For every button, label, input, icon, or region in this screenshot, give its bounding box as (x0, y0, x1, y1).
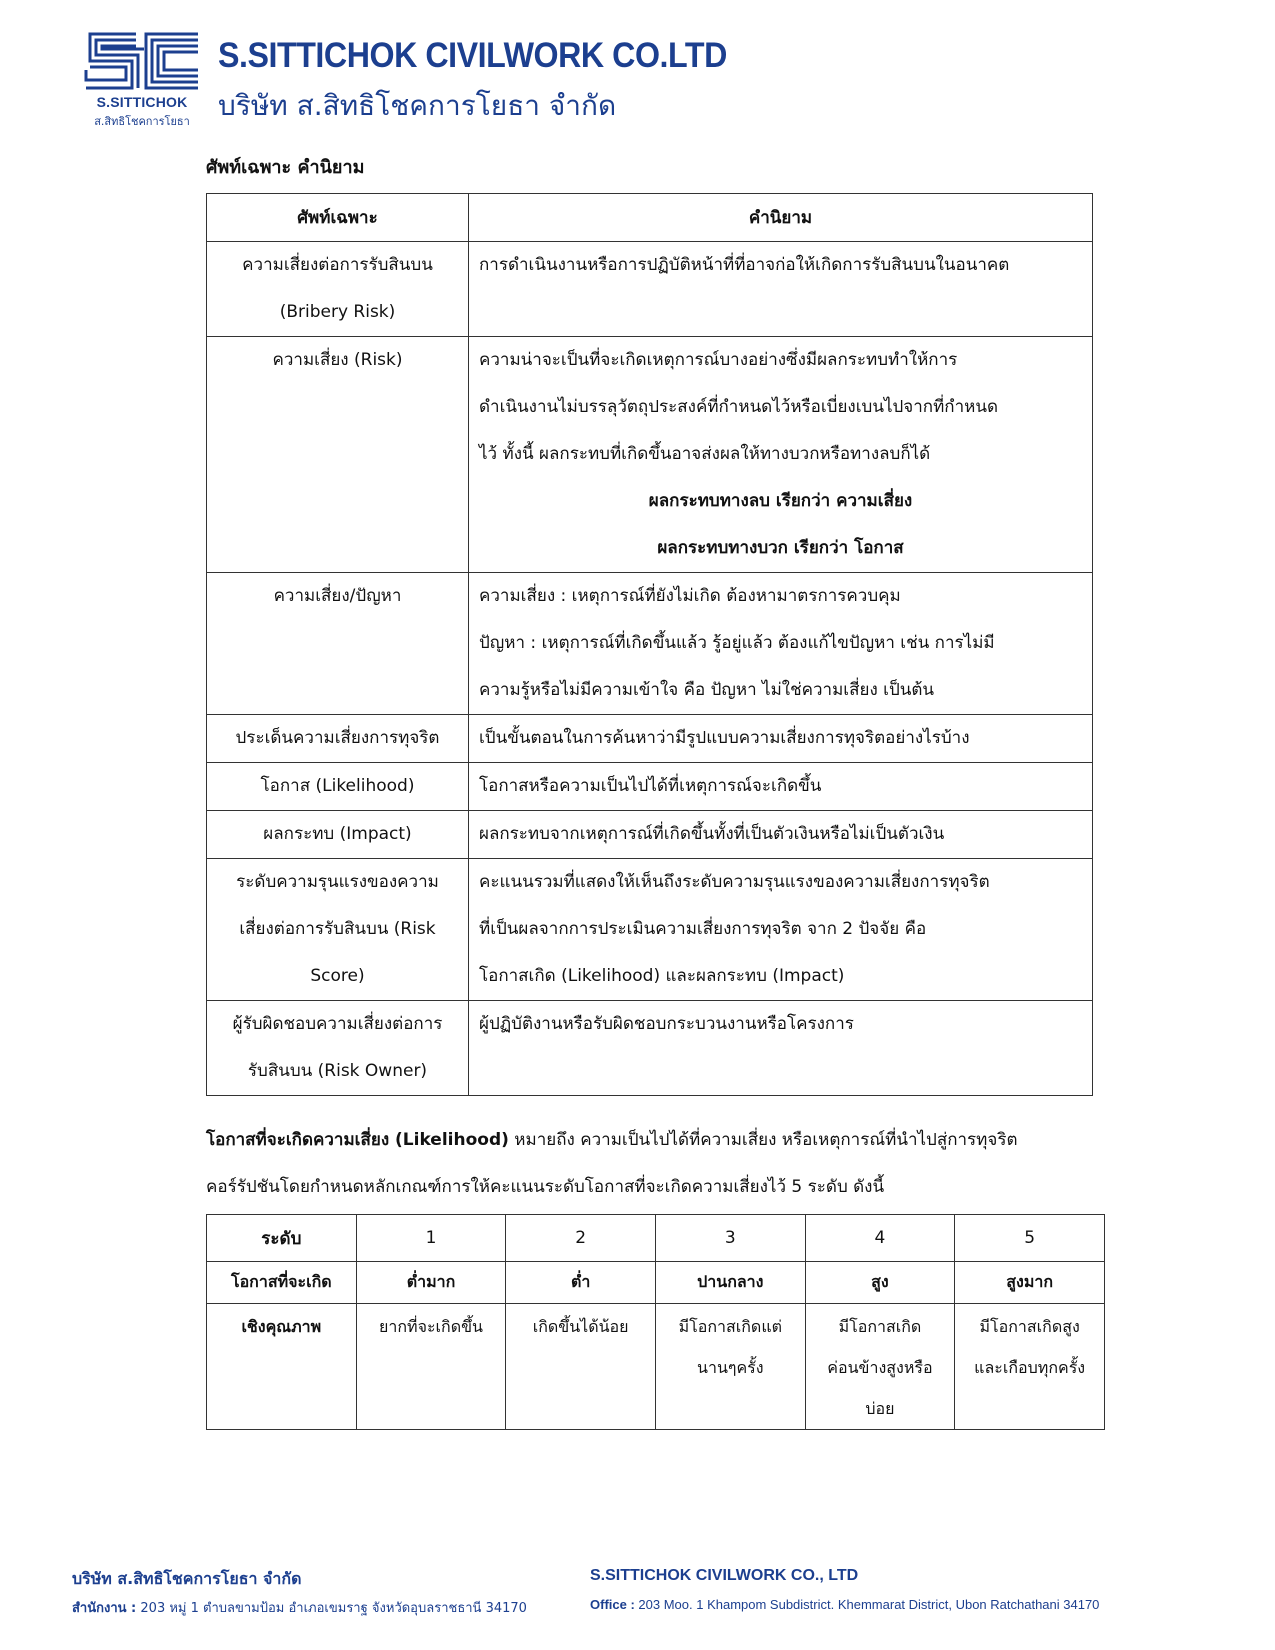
quality-cell (506, 1304, 656, 1430)
definition-line: ความเสี่ยง : เหตุการณ์ที่ยังไม่เกิด ต้องหามาตรการควบคุม (479, 586, 901, 606)
term-line: Score) (310, 966, 365, 986)
positive-impact-note: ผลกระทบทางบวก เรียกว่า โอกาส (657, 538, 904, 558)
level-cell: 3 (655, 1215, 805, 1262)
page-footer (72, 1567, 1222, 1627)
chance-cell: ปานกลาง (655, 1262, 805, 1304)
term-line: (Bribery Risk) (279, 302, 396, 322)
quality-line: มีโอกาสเกิดแต่ (678, 1317, 783, 1336)
quality-cell (955, 1304, 1105, 1430)
term-cell (207, 573, 469, 715)
term-line: ระดับความรุนแรงของความ (236, 872, 439, 892)
chance-cell: ต่ำมาก (356, 1262, 506, 1304)
definition-cell (469, 337, 1093, 573)
sc-logo-icon (84, 30, 200, 92)
likelihood-description: หมายถึง ความเป็นไปได้ที่ความเสี่ยง หรือเหตุการณ์ที่นำไปสู่การทุจริตคอร์รัปชันโดยกำหนดหลักเกณฑ์การให้คะแนนระดับโอกาสที่จะเกิดความเสี่ยงไว้ 5 ระดับ ดังนี้ (206, 1130, 1018, 1197)
quality-line: เกิดขึ้นได้น้อย (532, 1317, 629, 1336)
table-row (207, 1001, 1093, 1096)
term-line: ความเสี่ยง/ปัญหา (273, 586, 402, 606)
footer-address-en-text: 203 Moo. 1 Khampom Subdistrict. Khemmarat District, Ubon Ratchathani 34170 (634, 1597, 1100, 1612)
definition-line: โอกาสเกิด (Likelihood) และผลกระทบ (Impact) (479, 966, 845, 986)
definition-cell (469, 859, 1093, 1001)
company-logo (84, 30, 200, 130)
term-cell (207, 337, 469, 573)
company-name-th: บริษัท ส.สิทธิโชคการโยธา จำกัด (218, 89, 617, 122)
definition-line: โอกาสหรือความเป็นไปได้ที่เหตุการณ์จะเกิดขึ้น (479, 776, 822, 796)
row-label-quality: เชิงคุณภาพ (207, 1304, 357, 1430)
definitions-table (206, 193, 1093, 1096)
chance-cell: สูง (805, 1262, 955, 1304)
table-row (207, 763, 1093, 811)
quality-line: มีโอกาสเกิด (838, 1317, 922, 1336)
row-label-level: ระดับ (207, 1215, 357, 1262)
header-term: ศัพท์เฉพาะ (207, 194, 469, 242)
letterhead (84, 30, 727, 130)
footer-company-en: S.SITTICHOK CIVILWORK CO., LTD (590, 1567, 859, 1584)
header-definition: คำนิยาม (469, 194, 1093, 242)
term-line: รับสินบน (Risk Owner) (247, 1061, 428, 1081)
definition-line: เป็นขั้นตอนในการค้นหาว่ามีรูปแบบความเสี่ยงการทุจริตอย่างไรบ้าง (479, 728, 970, 748)
table-row (207, 242, 1093, 337)
definitions-header-row (207, 194, 1093, 242)
section-title: ศัพท์เฉพาะ คำนิยาม (206, 157, 365, 178)
definition-cell (469, 763, 1093, 811)
level-cell: 5 (955, 1215, 1105, 1262)
term-line: เสี่ยงต่อการรับสินบน (Risk (239, 919, 436, 939)
definition-cell (469, 811, 1093, 859)
definition-line: ความรู้หรือไม่มีความเข้าใจ คือ ปัญหา ไม่ใช่ความเสี่ยง เป็นต้น (479, 680, 935, 700)
row-label-chance: โอกาสที่จะเกิด (207, 1262, 357, 1304)
level-cell: 2 (506, 1215, 656, 1262)
level-cell: 4 (805, 1215, 955, 1262)
definition-cell (469, 715, 1093, 763)
definition-line: ไว้ ทั้งนี้ ผลกระทบที่เกิดขึ้นอาจส่งผลให้ทางบวกหรือทางลบก็ได้ (479, 444, 931, 464)
term-cell (207, 1001, 469, 1096)
term-line: โอกาส (Likelihood) (260, 776, 415, 796)
likelihood-table (206, 1214, 1105, 1430)
table-row (207, 573, 1093, 715)
negative-impact-note: ผลกระทบทางลบ เรียกว่า ความเสี่ยง (648, 491, 913, 511)
term-cell (207, 715, 469, 763)
footer-address-th-text: 203 หมู่ 1 ตำบลขามป้อม อำเภอเขมราฐ จังหวัดอุบลราชธานี 34170 (136, 1601, 527, 1616)
footer-address-th (72, 1597, 527, 1618)
definition-line: คะแนนรวมที่แสดงให้เห็นถึงระดับความรุนแรงของความเสี่ยงการทุจริต (479, 872, 990, 892)
chance-cell: สูงมาก (955, 1262, 1105, 1304)
logo-subtitle-en: S.SITTICHOK (96, 94, 188, 110)
logo-subtitle-th: ส.สิทธิโชคการโยธา (94, 115, 190, 128)
term-line: ความเสี่ยง (Risk) (272, 350, 403, 370)
term-cell (207, 242, 469, 337)
quality-line: บ่อย (865, 1399, 895, 1418)
definition-line: การดำเนินงานหรือการปฏิบัติหน้าที่ที่อาจก่อให้เกิดการรับสินบนในอนาคต (479, 255, 1010, 275)
table-row (207, 1262, 1105, 1304)
quality-cell (805, 1304, 955, 1430)
quality-line: ยากที่จะเกิดขึ้น (378, 1317, 483, 1336)
level-cell: 1 (356, 1215, 506, 1262)
likelihood-paragraph (206, 1117, 1086, 1211)
term-line: ผลกระทบ (Impact) (263, 824, 412, 844)
quality-cell (655, 1304, 805, 1430)
table-row (207, 859, 1093, 1001)
term-line: ผู้รับผิดชอบความเสี่ยงต่อการ (232, 1014, 443, 1034)
definition-line: ผู้ปฏิบัติงานหรือรับผิดชอบกระบวนงานหรือโครงการ (479, 1014, 854, 1034)
footer-label-th: สำนักงาน : (72, 1601, 137, 1616)
definition-line: ที่เป็นผลจากการประเมินความเสี่ยงการทุจริต จาก 2 ปัจจัย คือ (479, 919, 927, 939)
term-line: ความเสี่ยงต่อการรับสินบน (242, 255, 433, 275)
table-row (207, 1304, 1105, 1430)
table-row (207, 337, 1093, 573)
footer-company-th: บริษัท ส.สิทธิโชคการโยธา จำกัด (72, 1569, 302, 1588)
definition-line: ผลกระทบจากเหตุการณ์ที่เกิดขึ้นทั้งที่เป็นตัวเงินหรือไม่เป็นตัวเงิน (479, 824, 945, 844)
definition-line: ปัญหา : เหตุการณ์ที่เกิดขึ้นแล้ว รู้อยู่แล้ว ต้องแก้ไขปัญหา เช่น การไม่มี (479, 633, 995, 653)
table-row (207, 715, 1093, 763)
chance-cell: ต่ำ (506, 1262, 656, 1304)
table-row (207, 811, 1093, 859)
company-name-en: S.SITTICHOK CIVILWORK CO.LTD (218, 36, 727, 75)
quality-line: และเกือบทุกครั้ง (974, 1358, 1086, 1377)
definition-line: ความน่าจะเป็นที่จะเกิดเหตุการณ์บางอย่างซึ่งมีผลกระทบทำให้การ (479, 350, 958, 370)
quality-line: นานๆครั้ง (697, 1358, 764, 1377)
quality-cell (356, 1304, 506, 1430)
term-cell (207, 763, 469, 811)
definition-cell (469, 242, 1093, 337)
quality-line: มีโอกาสเกิดสูง (979, 1317, 1080, 1336)
footer-address-en (590, 1597, 1099, 1612)
term-cell (207, 859, 469, 1001)
term-cell (207, 811, 469, 859)
definition-cell (469, 1001, 1093, 1096)
definition-cell (469, 573, 1093, 715)
footer-label-en: Office : (590, 1597, 635, 1612)
quality-line: ค่อนข้างสูงหรือ (827, 1358, 933, 1377)
term-line: ประเด็นความเสี่ยงการทุจริต (235, 728, 440, 748)
table-row (207, 1215, 1105, 1262)
likelihood-heading: โอกาสที่จะเกิดความเสี่ยง (Likelihood) (206, 1130, 509, 1150)
definition-line: ดำเนินงานไม่บรรลุวัตถุประสงค์ที่กำหนดไว้หรือเบี่ยงเบนไปจากที่กำหนด (479, 397, 999, 417)
